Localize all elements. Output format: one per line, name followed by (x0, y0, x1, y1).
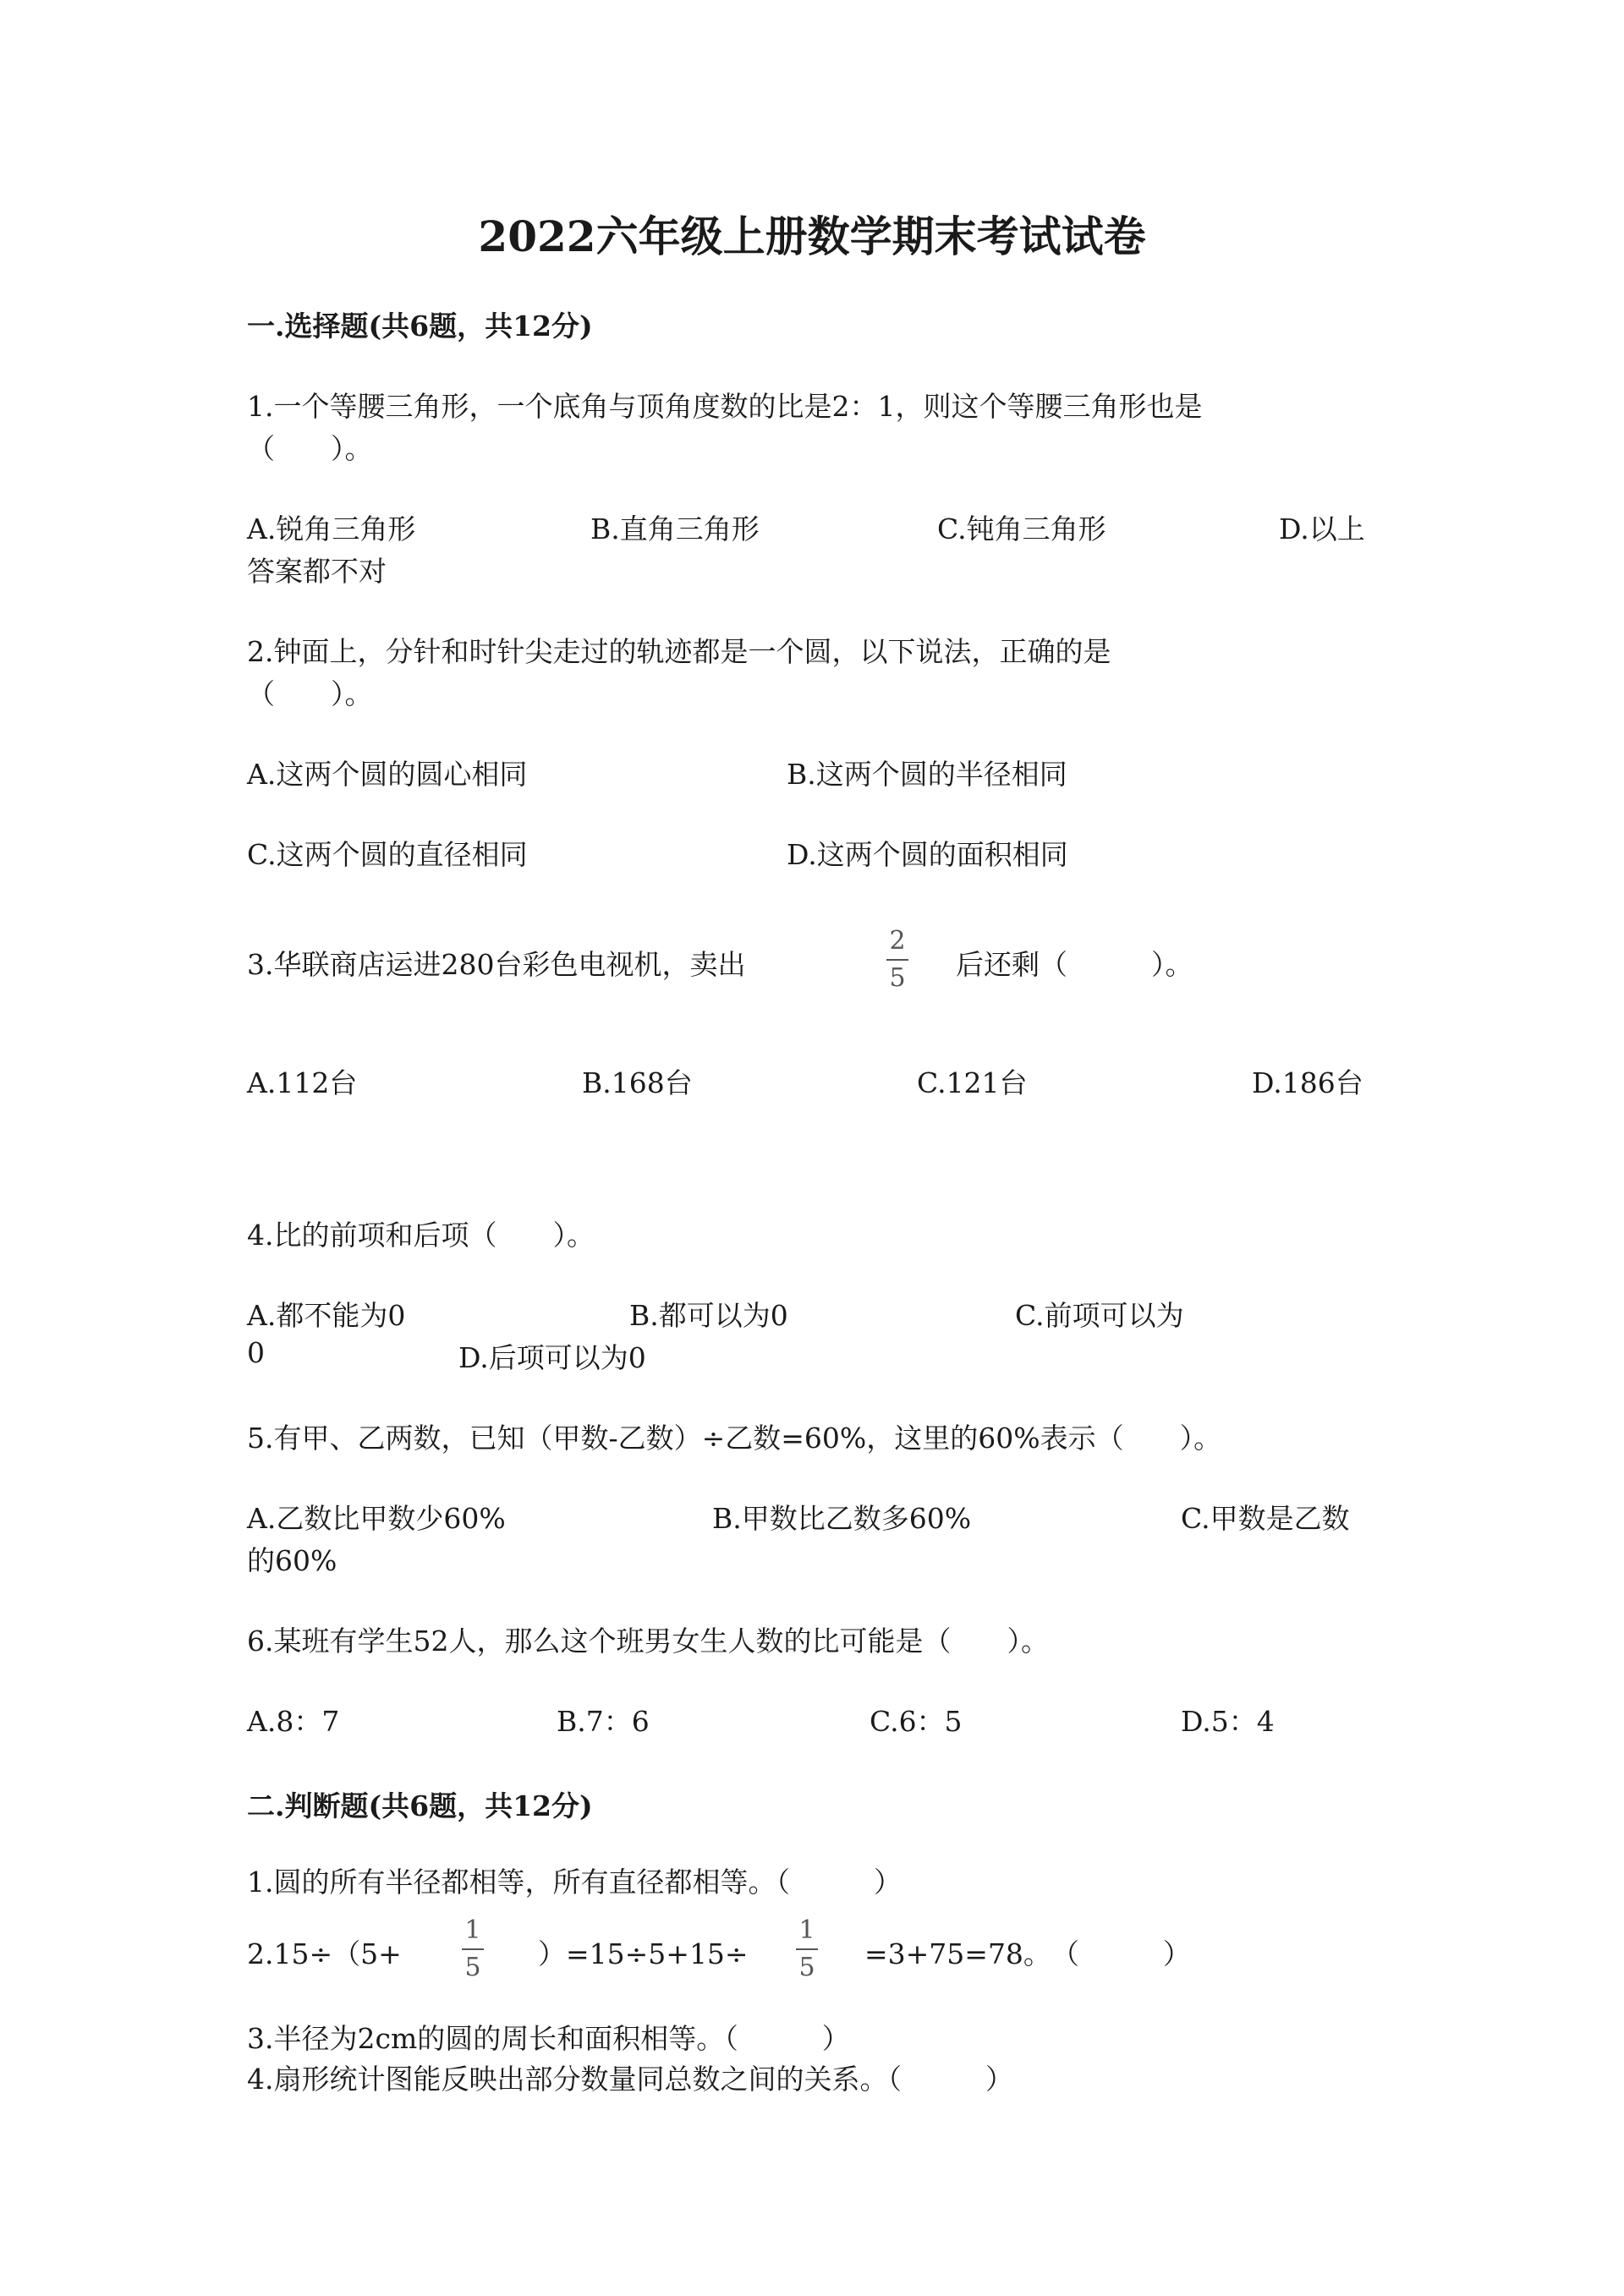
question-5-option-b: B.甲数比乙数多60% (712, 1502, 972, 1535)
question-2-text: 2.钟面上，分针和时针尖走过的轨迹都是一个圆，以下说法，正确的是 (247, 635, 1111, 668)
question-2-option-c: C.这两个圆的直径相同 (247, 838, 528, 871)
question-2-blank: （ ）。 (247, 677, 373, 710)
judgement-2-part2: ）=15÷5+15÷ (538, 1937, 749, 1970)
judgement-2-fraction-2 (796, 1915, 818, 1984)
fraction-numerator: 1 (464, 1915, 481, 1945)
page-title: 2022六年级上册数学期末考试试卷 (478, 211, 1146, 261)
question-1-option-d: D.以上 (1279, 512, 1365, 545)
judgement-2-part3: =3+75=78。 （ ） (864, 1937, 1191, 1970)
judgement-2-fraction-1 (462, 1915, 484, 1984)
question-4-text: 4.比的前项和后项（ ）。 (247, 1219, 595, 1252)
question-3-option-c: C.121台 (917, 1066, 1028, 1099)
question-6-text: 6.某班有学生52人，那么这个班男女生人数的比可能是（ ）。 (247, 1625, 1049, 1658)
question-1-option-a: A.锐角三角形 (247, 512, 416, 545)
question-2-option-a: A.这两个圆的圆心相同 (247, 758, 528, 791)
question-5-option-a: A.乙数比甲数少60% (247, 1502, 506, 1535)
question-3-text: 3.华联商店运进280台彩色电视机，卖出 (247, 948, 746, 981)
question-3-fraction (886, 925, 908, 995)
question-4-option-d: D.后项可以为0 (458, 1341, 646, 1374)
question-1-option-b: B.直角三角形 (590, 512, 760, 545)
fraction-denominator: 5 (798, 1953, 815, 1982)
fraction-bar (796, 1948, 818, 1950)
fraction-denominator: 5 (889, 963, 906, 993)
question-5-option-c: C.甲数是乙数 (1181, 1502, 1350, 1535)
question-1-option-c: C.钝角三角形 (937, 512, 1106, 545)
judgement-3-text: 3.半径为2cm的圆的周长和面积相等。（ ） (247, 2022, 850, 2055)
question-5-text: 5.有甲、乙两数，已知（甲数-乙数）÷乙数=60%，这里的60%表示（ ）。 (247, 1422, 1222, 1455)
question-1-option-d-wrap: 答案都不对 (247, 555, 387, 588)
question-2-option-d: D.这两个圆的面积相同 (787, 838, 1068, 871)
question-4-option-a: A.都不能为0 (247, 1299, 406, 1332)
judgement-4-text: 4.扇形统计图能反映出部分数量同总数之间的关系。（ ） (247, 2063, 1013, 2096)
question-3-text-after: 后还剩（ ）。 (956, 948, 1193, 981)
judgement-1-text: 1.圆的所有半径都相等，所有直径都相等。（ ） (247, 1866, 902, 1899)
judgement-2-part1: 2.15÷（5+ (247, 1937, 402, 1970)
question-6-option-d: D.5：4 (1181, 1705, 1275, 1738)
question-5-option-c-wrap: 的60% (247, 1544, 337, 1577)
question-6-option-a: A.8：7 (247, 1705, 340, 1738)
question-6-option-c: C.6：5 (870, 1705, 963, 1738)
question-4-option-c-wrap: 0 (247, 1336, 265, 1369)
question-2-option-b: B.这两个圆的半径相同 (787, 758, 1067, 791)
question-3-option-a: A.112台 (247, 1066, 358, 1099)
question-3-option-b: B.168台 (582, 1066, 693, 1099)
question-3-option-d: D.186台 (1252, 1066, 1363, 1099)
question-6-option-b: B.7：6 (557, 1705, 650, 1738)
fraction-denominator: 5 (464, 1953, 481, 1982)
question-1-text: 1.一个等腰三角形，一个底角与顶角度数的比是2：1，则这个等腰三角形也是 (247, 390, 1203, 423)
fraction-numerator: 2 (889, 926, 906, 956)
question-4-option-b: B.都可以为0 (629, 1299, 788, 1332)
fraction-bar (886, 959, 908, 961)
section-heading-judgement: 二.判断题(共6题，共12分) (247, 1789, 593, 1822)
fraction-numerator: 1 (798, 1915, 815, 1945)
section-heading-choice: 一.选择题(共6题，共12分) (247, 310, 593, 342)
question-1-blank: （ ）。 (247, 432, 373, 465)
fraction-bar (462, 1948, 484, 1950)
question-4-option-c: C.前项可以为 (1015, 1299, 1184, 1332)
